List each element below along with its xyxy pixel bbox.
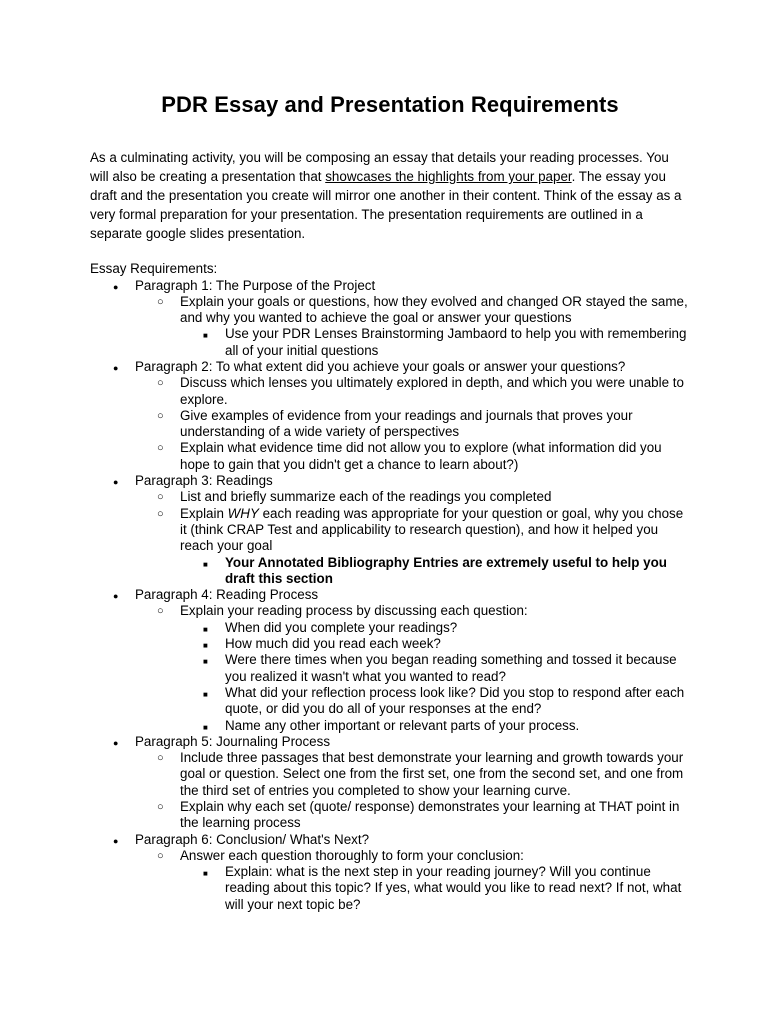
- list-item-text: Explain what evidence time did not allow you to explore (what information did you hope to gain that you didn't get a chance to learn about?): [180, 440, 662, 472]
- circle-bullet-icon: ○: [157, 295, 164, 308]
- list-item-text: Explain your reading process by discussing each question:: [180, 603, 528, 619]
- list-item: [180, 326, 690, 359]
- list-item: [135, 603, 690, 733]
- intro-text-1: As a culminating activity, you will be composing an essay that details your reading processes. You will also be creating a presentation that: [90, 150, 669, 184]
- square-bullet-icon: ■: [203, 641, 208, 651]
- list-item-text: Explain why each set (quote/ response) demonstrates your learning at THAT point in the learning process: [180, 799, 680, 831]
- list-item-text: Use your PDR Lenses Brainstorming Jambaord to help you with remembering all of your initial questions: [225, 326, 687, 358]
- list-item-text: Explain: [180, 505, 228, 521]
- list-item-text: Name any other important or relevant parts of your process.: [225, 717, 580, 733]
- list-item: [135, 848, 690, 913]
- list-item: [135, 799, 690, 832]
- list-item: [135, 294, 690, 359]
- circle-bullet-icon: ○: [157, 409, 164, 422]
- list-item: [135, 506, 690, 587]
- intro-paragraph: [90, 148, 690, 243]
- circle-bullet-icon: ○: [157, 442, 164, 455]
- bullet-icon: ●: [113, 737, 119, 748]
- requirements-list: [90, 278, 690, 914]
- circle-bullet-icon: ○: [157, 752, 164, 765]
- square-bullet-icon: ■: [203, 657, 208, 667]
- paragraph-6-label: Paragraph 6: Conclusion/ What's Next?: [135, 831, 370, 847]
- square-bullet-icon: ■: [203, 722, 208, 732]
- list-item: [180, 685, 690, 718]
- paragraph-3-label: Paragraph 3: Readings: [135, 473, 273, 489]
- emphasis-text: WHY: [227, 505, 259, 521]
- list-item: [180, 864, 690, 913]
- list-item: [180, 652, 690, 685]
- list-item-text: When did you complete your readings?: [225, 619, 458, 635]
- bullet-icon: ●: [113, 835, 119, 846]
- circle-bullet-icon: ○: [157, 801, 164, 813]
- paragraph-4-label: Paragraph 4: Reading Process: [135, 587, 319, 603]
- list-item: [180, 555, 690, 588]
- essay-requirements-heading: Essay Requirements:: [90, 261, 218, 276]
- bold-list-item-text: Your Annotated Bibliography Entries are extremely useful to help you draft this section: [225, 554, 667, 586]
- list-item: [135, 489, 690, 505]
- paragraph-1-label: Paragraph 1: The Purpose of the Project: [135, 277, 376, 293]
- square-bullet-icon: ■: [203, 689, 208, 699]
- square-bullet-icon: ■: [203, 869, 208, 879]
- paragraph-3-item: [90, 473, 690, 587]
- list-item: [180, 620, 690, 636]
- list-item: [180, 636, 690, 652]
- intro-underlined-text: showcases the highlights from your paper: [325, 169, 572, 184]
- circle-bullet-icon: ○: [157, 491, 164, 504]
- list-item-text: How much did you read each week?: [225, 636, 441, 652]
- paragraph-2-label: Paragraph 2: To what extent did you achieve your goals or answer your questions?: [135, 358, 626, 374]
- list-item-text: What did your reflection process look like? Did you stop to respond after each quote, or did you do all of your responses at the end?: [225, 684, 685, 717]
- document-page: [90, 92, 690, 913]
- circle-bullet-icon: ○: [157, 507, 164, 520]
- circle-bullet-icon: ○: [157, 849, 164, 862]
- list-item: [135, 440, 690, 473]
- paragraph-4-item: [90, 587, 690, 734]
- list-item: [135, 375, 690, 408]
- intro-text-2: . The essay you draft and the presentation you create will mirror one another in their content. Think of the essay as a very formal preparation for your presentation. The presentation requirements are outlined in a separate google slides presentation.: [90, 169, 682, 241]
- paragraph-6-item: [90, 832, 690, 913]
- square-bullet-icon: ■: [203, 624, 208, 634]
- paragraph-2-item: [90, 359, 690, 473]
- square-bullet-icon: ■: [203, 559, 208, 569]
- bullet-icon: ●: [113, 281, 119, 292]
- bullet-icon: ●: [113, 477, 119, 488]
- circle-bullet-icon: ○: [157, 377, 164, 390]
- list-item-text: List and briefly summarize each of the readings you completed: [180, 489, 552, 505]
- circle-bullet-icon: ○: [157, 605, 164, 618]
- page-title: PDR Essay and Presentation Requirements: [161, 92, 619, 117]
- paragraph-1-item: [90, 278, 690, 359]
- paragraph-5-item: [90, 734, 690, 832]
- list-item-text: Explain your goals or questions, how they evolved and changed OR stayed the same, and why you wanted to achieve the goal or answer your questions: [180, 293, 688, 326]
- list-item-text: Were there times when you began reading something and tossed it because you realized it wasn't what you wanted to read?: [225, 652, 677, 684]
- list-item: [135, 750, 690, 799]
- bullet-icon: ●: [113, 591, 119, 602]
- list-item-text: Give examples of evidence from your readings and journals that proves your understanding of a wide variety of perspectives: [180, 407, 633, 440]
- square-bullet-icon: ■: [203, 331, 208, 341]
- list-item-text: Answer each question thoroughly to form your conclusion:: [180, 847, 524, 863]
- list-item-text: Explain: what is the next step in your reading journey? Will you continue reading about this topic? If yes, what would you like to read next? If not, what will your next topic be?: [225, 864, 682, 912]
- list-item-text: Discuss which lenses you ultimately explored in depth, and which you were unable to explore.: [180, 375, 684, 407]
- paragraph-5-label: Paragraph 5: Journaling Process: [135, 733, 331, 749]
- list-item: [180, 718, 690, 734]
- list-item-text: each reading was appropriate for your question or goal, why you chose it (think CRAP Test and applicability to research question), and how it helped you reach your goal: [180, 505, 684, 554]
- list-item-text: Include three passages that best demonstrate your learning and growth towards your goal or question. Select one from the first set, one from the second set, and one from the third set of entries you completed to show your learning curve.: [180, 750, 684, 798]
- list-item: [135, 408, 690, 441]
- bullet-icon: ●: [113, 362, 119, 373]
